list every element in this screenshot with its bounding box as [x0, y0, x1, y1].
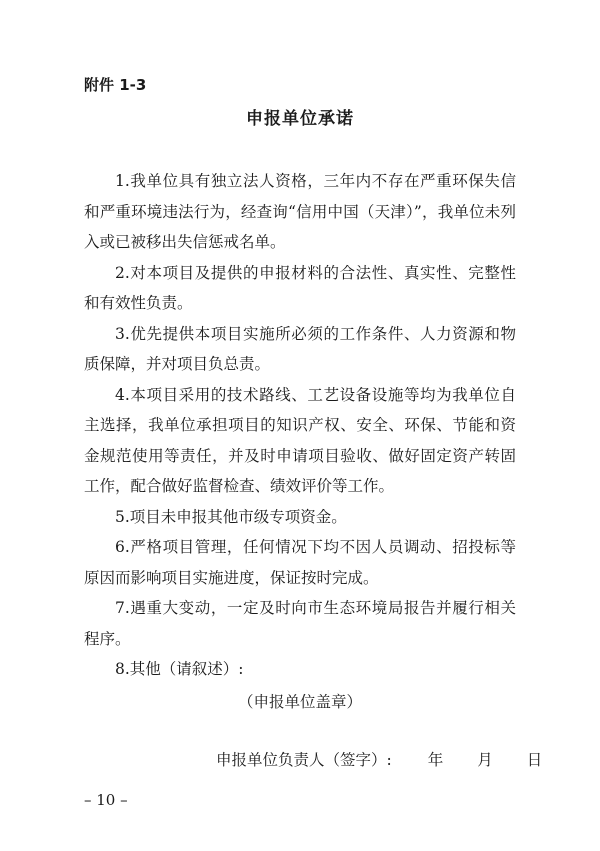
date-day-label: 日 [526, 751, 543, 769]
commitment-item-8: 8.其他（请叙述）: [115, 660, 244, 678]
commitment-item-2: 2.对本项目及提供的申报材料的合法性、真实性、完整性和有效性负责。 [84, 263, 516, 312]
page-title: 申报单位承诺 [246, 109, 354, 129]
date-month-label: 月 [477, 751, 493, 769]
signature-label: 申报单位负责人（签字）: [216, 751, 392, 769]
seal-placeholder: （申报单位盖章） [237, 693, 362, 711]
commitment-item-1: 1.我单位具有独立法人资格，三年内不存在严重环保失信和严重环境违法行为，经查询“信用中国（天津）”，我单位未列入或已被移出失信惩戒名单。 [84, 172, 516, 251]
attachment-label: 附件 1-3 [84, 76, 147, 94]
commitment-item-6: 6.严格项目管理，任何情况下均不因人员调动、招投标等原因而影响项目实施进度，保证按时完成。 [84, 538, 516, 587]
commitment-item-4: 4.本项目采用的技术路线、工艺设备设施等均为我单位自主选择，我单位承担项目的知识产权、安全、环保、节能和资金规范使用等责任，并及时申请项目验收、做好固定资产转固工作，配合做好监督检查、绩效评价等工作。 [84, 385, 516, 495]
commitment-item-3: 3.优先提供本项目实施所必须的工作条件、人力资源和物质保障，并对项目负总责。 [84, 324, 516, 373]
commitment-body [84, 166, 516, 685]
commitment-item-5: 5.项目未申报其他市级专项资金。 [115, 507, 347, 526]
date-year-label: 年 [427, 751, 444, 769]
commitment-item-7: 7.遇重大变动，一定及时向市生态环境局报告并履行相关程序。 [84, 599, 516, 648]
signature-line [216, 748, 542, 770]
page-number: – 10 – [84, 791, 128, 809]
